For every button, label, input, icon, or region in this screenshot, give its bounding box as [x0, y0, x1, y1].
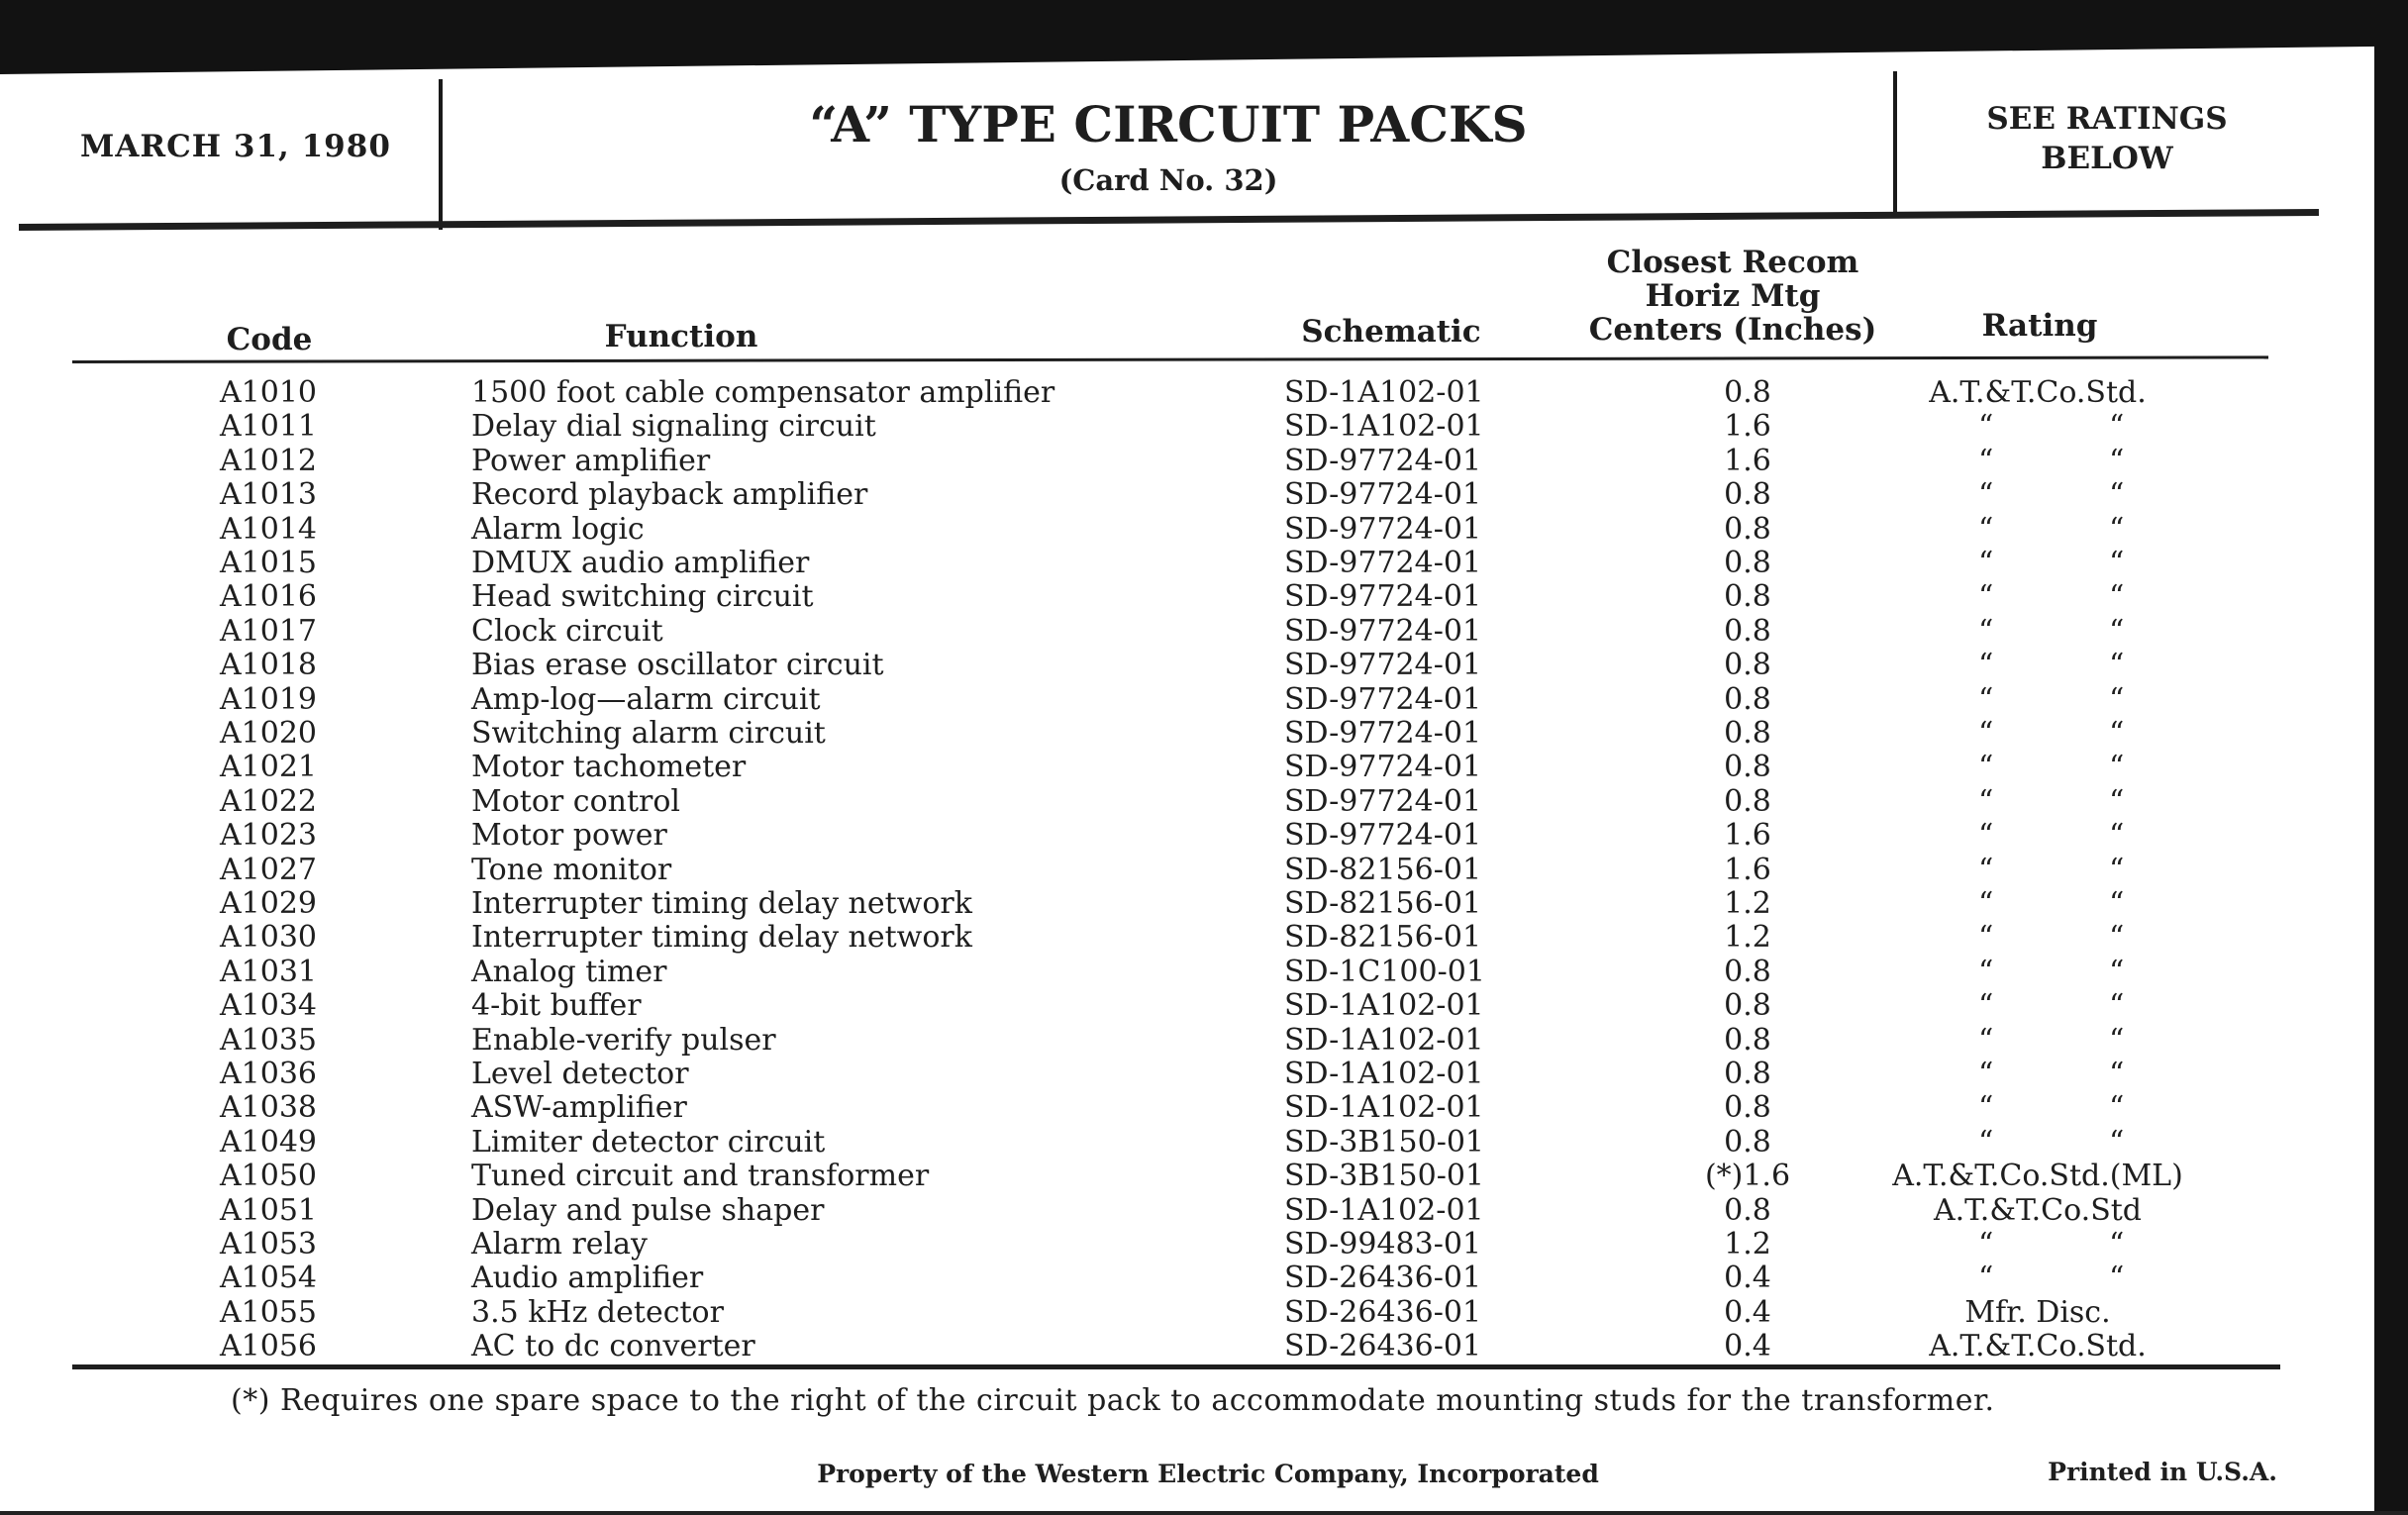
ratings-note-line2: BELOW: [2041, 141, 2173, 176]
rating-ditto-mark: “: [1978, 750, 1994, 785]
column-header-code: Code: [226, 322, 313, 357]
function-cell: Switching alarm circuit: [471, 716, 826, 751]
table-row: [0, 717, 2408, 751]
table-row: [0, 445, 2408, 478]
code-cell: A1034: [220, 988, 318, 1024]
rating-ditto-mark: “: [1978, 988, 1994, 1024]
function-cell: Tone monitor: [471, 852, 672, 887]
rating-ditto-mark: “: [1978, 648, 1994, 683]
centers-cell: 1.2: [1724, 1227, 1771, 1262]
code-cell: A1020: [220, 716, 318, 751]
code-cell: A1014: [220, 511, 318, 547]
function-cell: Alarm logic: [471, 511, 645, 547]
rating-ditto-mark: “: [1978, 1057, 1994, 1091]
centers-cell: 0.8: [1724, 750, 1771, 785]
code-cell: A1015: [220, 546, 318, 580]
header-divider-right: [1893, 71, 1897, 218]
rating-ditto-mark: “: [2109, 681, 2125, 717]
code-cell: A1036: [220, 1057, 318, 1091]
schematic-cell: SD-26436-01: [1284, 1294, 1482, 1330]
schematic-cell: SD-97724-01: [1284, 579, 1482, 615]
centers-cell: 0.4: [1724, 1261, 1771, 1296]
column-header-schematic: Schematic: [1301, 314, 1481, 350]
function-cell: Level detector: [471, 1057, 689, 1091]
schematic-cell: SD-1C100-01: [1284, 954, 1485, 989]
code-cell: A1022: [220, 783, 318, 819]
rating-ditto-mark: “: [1978, 852, 1994, 887]
code-cell: A1038: [220, 1090, 318, 1126]
table-row: [0, 1296, 2408, 1330]
schematic-cell: SD-97724-01: [1284, 716, 1482, 751]
function-cell: Motor control: [471, 783, 681, 819]
code-cell: A1021: [220, 750, 318, 785]
table-row: [0, 751, 2408, 784]
centers-cell: 0.8: [1724, 1090, 1771, 1126]
column-header-rule: [72, 355, 2268, 363]
schematic-cell: SD-3B150-01: [1284, 1124, 1485, 1160]
table-row: [0, 1126, 2408, 1160]
schematic-cell: SD-97724-01: [1284, 681, 1482, 717]
function-cell: Clock circuit: [471, 613, 663, 649]
code-cell: A1011: [220, 409, 318, 445]
function-cell: Amp-log—alarm circuit: [471, 681, 821, 717]
rating-ditto-mark: “: [1978, 1261, 1994, 1296]
rating-ditto-mark: “: [2109, 750, 2125, 785]
schematic-cell: SD-3B150-01: [1284, 1159, 1485, 1194]
rating-ditto-mark: “: [1978, 886, 1994, 921]
rating-ditto-mark: “: [2109, 783, 2125, 819]
table-row: [0, 683, 2408, 717]
code-cell: A1035: [220, 1022, 318, 1058]
code-cell: A1019: [220, 681, 318, 717]
schematic-cell: SD-1A102-01: [1284, 409, 1484, 445]
table-row: [0, 1262, 2408, 1295]
centers-cell: 0.4: [1724, 1294, 1771, 1330]
schematic-cell: SD-1A102-01: [1284, 988, 1484, 1024]
table-row: [0, 478, 2408, 512]
schematic-cell: SD-97724-01: [1284, 443, 1482, 478]
code-cell: A1016: [220, 579, 318, 615]
code-cell: A1050: [220, 1159, 318, 1194]
table-row: [0, 1160, 2408, 1193]
code-cell: A1027: [220, 852, 318, 887]
rating-ditto-mark: “: [2109, 613, 2125, 649]
footnote: (*) Requires one spare space to the right of the circuit pack to accommodate mounting studs for the transformer.: [231, 1383, 1995, 1418]
rating-ditto-mark: “: [2109, 477, 2125, 513]
rating-ditto-mark: “: [2109, 443, 2125, 478]
function-cell: Analog timer: [471, 954, 667, 989]
function-cell: Head switching circuit: [471, 579, 814, 615]
rating-ditto-mark: “: [2109, 1227, 2125, 1262]
schematic-cell: SD-97724-01: [1284, 511, 1482, 547]
rating-ditto-mark: “: [2109, 1057, 2125, 1091]
table-row: [0, 1058, 2408, 1091]
code-cell: A1013: [220, 477, 318, 513]
schematic-cell: SD-97724-01: [1284, 613, 1482, 649]
function-cell: Delay dial signaling circuit: [471, 409, 876, 445]
function-cell: 1500 foot cable compensator amplifier: [471, 375, 1055, 410]
rating-ditto-mark: “: [2109, 546, 2125, 580]
centers-cell: 0.8: [1724, 783, 1771, 819]
table-bottom-rule: [72, 1364, 2280, 1369]
centers-header-line2: Horiz Mtg: [1645, 278, 1821, 314]
centers-cell: (*)1.6: [1704, 1159, 1791, 1194]
schematic-cell: SD-82156-01: [1284, 852, 1482, 887]
schematic-cell: SD-26436-01: [1284, 1329, 1482, 1364]
column-header-function: Function: [604, 319, 758, 354]
schematic-cell: SD-97724-01: [1284, 546, 1482, 580]
scan-border-top: [0, 0, 2408, 74]
centers-cell: 0.8: [1724, 375, 1771, 410]
table-row: [0, 1330, 2408, 1364]
scan-border-bottom: [0, 1511, 2408, 1515]
card-number: (Card No. 32): [1058, 163, 1278, 197]
rating-ditto-mark: “: [1978, 818, 1994, 854]
centers-cell: 1.2: [1724, 886, 1771, 921]
table-row: [0, 854, 2408, 887]
rating-ditto-mark: “: [2109, 920, 2125, 956]
centers-cell: 0.8: [1724, 477, 1771, 513]
table-row: [0, 785, 2408, 819]
rating-ditto-mark: “: [1978, 920, 1994, 956]
table-row: [0, 615, 2408, 649]
centers-cell: 0.8: [1724, 648, 1771, 683]
code-cell: A1017: [220, 613, 318, 649]
schematic-cell: SD-1A102-01: [1284, 1192, 1484, 1228]
header-rule: [19, 209, 2319, 231]
code-cell: A1010: [220, 375, 318, 410]
function-cell: Tuned circuit and transformer: [471, 1159, 930, 1194]
centers-header-line1: Closest Recom: [1606, 245, 1859, 280]
printed-in: Printed in U.S.A.: [2048, 1458, 2277, 1486]
code-cell: A1054: [220, 1261, 318, 1296]
rating-ditto-mark: “: [1978, 1022, 1994, 1058]
function-cell: 4-bit buffer: [471, 988, 642, 1024]
centers-cell: 0.8: [1724, 1057, 1771, 1091]
rating-ditto-mark: “: [1978, 954, 1994, 989]
code-cell: A1023: [220, 818, 318, 854]
schematic-cell: SD-97724-01: [1284, 818, 1482, 854]
centers-cell: 1.6: [1724, 818, 1771, 854]
rating-ditto-mark: “: [2109, 954, 2125, 989]
function-cell: Interrupter timing delay network: [471, 886, 972, 921]
table-row: [0, 1228, 2408, 1262]
rating-ditto-mark: “: [1978, 443, 1994, 478]
centers-cell: 0.8: [1724, 546, 1771, 580]
table-row: [0, 649, 2408, 682]
function-cell: Audio amplifier: [471, 1261, 704, 1296]
table-row: [0, 1194, 2408, 1228]
rating-cell: A.T.&T.Co.Std.: [1929, 1329, 2147, 1364]
schematic-cell: SD-26436-01: [1284, 1261, 1482, 1296]
rating-ditto-mark: “: [1978, 477, 1994, 513]
rating-cell: A.T.&T.Co.Std.: [1929, 375, 2147, 410]
table-row: [0, 580, 2408, 614]
rating-ditto-mark: “: [2109, 1124, 2125, 1160]
rating-ditto-mark: “: [2109, 1261, 2125, 1296]
rating-cell: Mfr. Disc.: [1964, 1294, 2111, 1330]
column-header-centers: [1555, 246, 1911, 347]
rating-ditto-mark: “: [2109, 511, 2125, 547]
rating-ditto-mark: “: [1978, 1090, 1994, 1126]
code-cell: A1053: [220, 1227, 318, 1262]
rating-ditto-mark: “: [1978, 681, 1994, 717]
code-cell: A1051: [220, 1192, 318, 1228]
centers-cell: 0.8: [1724, 988, 1771, 1024]
table-row: [0, 956, 2408, 989]
rating-cell: A.T.&T.Co.Std: [1933, 1192, 2142, 1228]
function-cell: Record playback amplifier: [471, 477, 868, 513]
function-cell: Enable-verify pulser: [471, 1022, 776, 1058]
function-cell: ASW-amplifier: [471, 1090, 687, 1126]
function-cell: Limiter detector circuit: [471, 1124, 826, 1160]
rating-ditto-mark: “: [1978, 716, 1994, 751]
centers-cell: 1.6: [1724, 852, 1771, 887]
centers-cell: 0.4: [1724, 1329, 1771, 1364]
schematic-cell: SD-97724-01: [1284, 648, 1482, 683]
schematic-cell: SD-1A102-01: [1284, 1057, 1484, 1091]
rating-ditto-mark: “: [2109, 716, 2125, 751]
ratings-note-line1: SEE RATINGS: [1986, 101, 2228, 137]
code-cell: A1029: [220, 886, 318, 921]
function-cell: Alarm relay: [471, 1227, 648, 1262]
table-row: [0, 513, 2408, 547]
centers-cell: 0.8: [1724, 613, 1771, 649]
centers-cell: 0.8: [1724, 579, 1771, 615]
function-cell: DMUX audio amplifier: [471, 546, 810, 580]
function-cell: Motor power: [471, 818, 667, 854]
table-row: [0, 921, 2408, 955]
table-row: [0, 819, 2408, 853]
centers-cell: 1.2: [1724, 920, 1771, 956]
function-cell: Bias erase oscillator circuit: [471, 648, 884, 683]
function-cell: Delay and pulse shaper: [471, 1192, 825, 1228]
rating-ditto-mark: “: [2109, 579, 2125, 615]
table-row: [0, 887, 2408, 921]
code-cell: A1012: [220, 443, 318, 478]
table-row: [0, 1024, 2408, 1058]
function-cell: Motor tachometer: [471, 750, 747, 785]
schematic-cell: SD-99483-01: [1284, 1227, 1482, 1262]
centers-cell: 0.8: [1724, 716, 1771, 751]
schematic-cell: SD-1A102-01: [1284, 1022, 1484, 1058]
code-cell: A1031: [220, 954, 318, 989]
code-cell: A1018: [220, 648, 318, 683]
function-cell: AC to dc converter: [471, 1329, 755, 1364]
rating-cell: A.T.&T.Co.Std.(ML): [1892, 1159, 2183, 1194]
centers-cell: 0.8: [1724, 1124, 1771, 1160]
schematic-cell: SD-97724-01: [1284, 783, 1482, 819]
code-cell: A1049: [220, 1124, 318, 1160]
rating-ditto-mark: “: [1978, 409, 1994, 445]
ratings-note: [1899, 99, 2315, 178]
table-row: [0, 989, 2408, 1023]
rating-ditto-mark: “: [1978, 613, 1994, 649]
function-cell: Power amplifier: [471, 443, 711, 478]
centers-cell: 1.6: [1724, 409, 1771, 445]
rating-ditto-mark: “: [1978, 1227, 1994, 1262]
centers-cell: 0.8: [1724, 681, 1771, 717]
code-cell: A1055: [220, 1294, 318, 1330]
rating-ditto-mark: “: [2109, 1022, 2125, 1058]
property-notice: Property of the Western Electric Company, Incorporated: [817, 1460, 1599, 1488]
rating-ditto-mark: “: [1978, 783, 1994, 819]
schematic-cell: SD-97724-01: [1284, 477, 1482, 513]
rating-ditto-mark: “: [1978, 546, 1994, 580]
code-cell: A1056: [220, 1329, 318, 1364]
centers-cell: 0.8: [1724, 1192, 1771, 1228]
rating-ditto-mark: “: [2109, 409, 2125, 445]
function-cell: Interrupter timing delay network: [471, 920, 972, 956]
table-row: [0, 410, 2408, 444]
centers-cell: 1.6: [1724, 443, 1771, 478]
schematic-cell: SD-1A102-01: [1284, 375, 1484, 410]
centers-cell: 0.8: [1724, 954, 1771, 989]
code-cell: A1030: [220, 920, 318, 956]
function-cell: 3.5 kHz detector: [471, 1294, 724, 1330]
column-header-rating: Rating: [1981, 308, 2098, 344]
rating-ditto-mark: “: [1978, 579, 1994, 615]
schematic-cell: SD-1A102-01: [1284, 1090, 1484, 1126]
schematic-cell: SD-82156-01: [1284, 886, 1482, 921]
rating-ditto-mark: “: [1978, 511, 1994, 547]
schematic-cell: SD-97724-01: [1284, 750, 1482, 785]
centers-cell: 0.8: [1724, 1022, 1771, 1058]
rating-ditto-mark: “: [2109, 852, 2125, 887]
schematic-cell: SD-82156-01: [1284, 920, 1482, 956]
rating-ditto-mark: “: [2109, 1090, 2125, 1126]
rating-ditto-mark: “: [2109, 988, 2125, 1024]
rating-ditto-mark: “: [2109, 886, 2125, 921]
table-row: [0, 547, 2408, 580]
rating-ditto-mark: “: [1978, 1124, 1994, 1160]
table-row: [0, 376, 2408, 410]
rating-ditto-mark: “: [2109, 818, 2125, 854]
table-row: [0, 1091, 2408, 1125]
rating-ditto-mark: “: [2109, 648, 2125, 683]
centers-cell: 0.8: [1724, 511, 1771, 547]
issue-date: MARCH 31, 1980: [80, 129, 391, 164]
centers-header-line3: Centers (Inches): [1588, 312, 1877, 348]
page-title: “A” TYPE CIRCUIT PACKS: [809, 95, 1528, 153]
